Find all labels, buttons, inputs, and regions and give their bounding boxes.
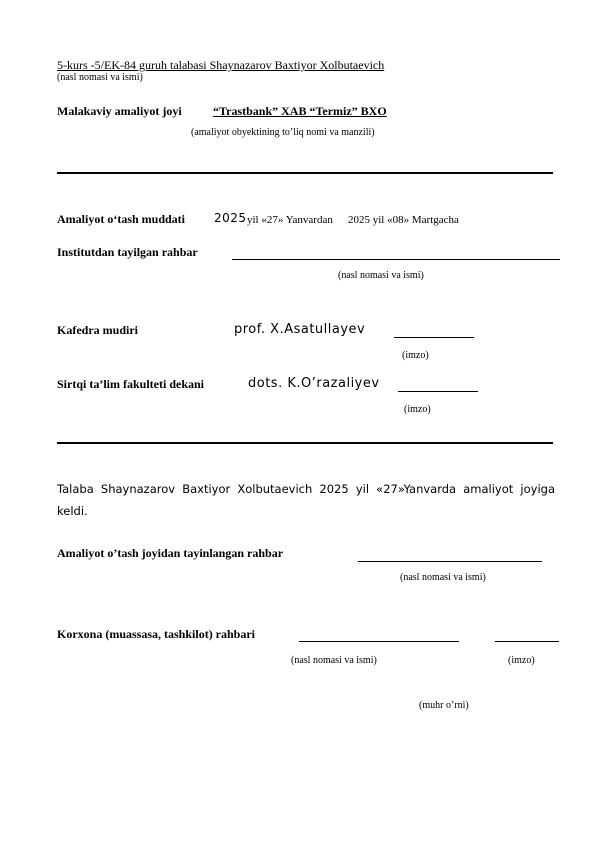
institute-supervisor-caption: (nasl nomasi va ismi) (338, 270, 424, 281)
organization-head-name-field (299, 641, 459, 642)
practice-place-label: Malakaviy amaliyot joyi (57, 104, 182, 118)
divider-line-2 (57, 442, 553, 444)
organization-head-signature-caption: (imzo) (508, 655, 535, 666)
arrival-text: Talaba Shaynazarov Baxtiyor Xolbutaevich 2025 yil «27»Yanvarda amaliyot joyiga keldi. (57, 482, 555, 518)
duration-to: 2025 yil «08» Martgacha (348, 214, 459, 226)
dean-label: Sirtqi ta’lim fakulteti dekani (57, 377, 205, 391)
duration-year-from: 2025 (214, 211, 247, 225)
duration-from: yil «27» Yanvardan (247, 214, 333, 226)
student-line: 5-kurs -5/EK-84 guruh talabasi Shaynazarov Baxtiyor Xolbutaevich (57, 58, 385, 72)
practice-place-caption: (amaliyot obyektining to’liq nomi va manzili) (191, 127, 375, 138)
workplace-supervisor-caption: (nasl nomasi va ismi) (400, 572, 486, 583)
dean-name: dots. K.O’razaliyev (248, 376, 380, 391)
department-head-signature-caption: (imzo) (402, 350, 429, 361)
organization-head-name-caption: (nasl nomasi va ismi) (291, 655, 377, 666)
dean-signature-caption: (imzo) (404, 404, 431, 415)
organization-head-signature-field (495, 641, 559, 642)
organization-head-label: Korxona (muassasa, tashkilot) rahbari (57, 627, 256, 641)
student-caption: (nasl nomasi va ismi) (57, 72, 143, 83)
divider-line (57, 172, 553, 174)
duration-label: Amaliyot o‘tash muddati (57, 212, 186, 226)
institute-supervisor-field (232, 259, 560, 260)
department-head-signature-field (394, 337, 474, 338)
workplace-supervisor-label: Amaliyot o’tash joyidan tayinlangan rahbar (57, 546, 284, 560)
department-head-label: Kafedra mudiri (57, 323, 138, 337)
stamp-caption: (muhr o’rni) (419, 700, 469, 711)
dean-signature-field (398, 391, 478, 392)
practice-place-value: “Trastbank” XAB “Termiz” BXO (213, 104, 387, 118)
department-head-name: prof. X.Asatullayev (234, 322, 366, 337)
workplace-supervisor-field (358, 561, 542, 562)
institute-supervisor-label: Institutdan tayilgan rahbar (57, 245, 198, 259)
